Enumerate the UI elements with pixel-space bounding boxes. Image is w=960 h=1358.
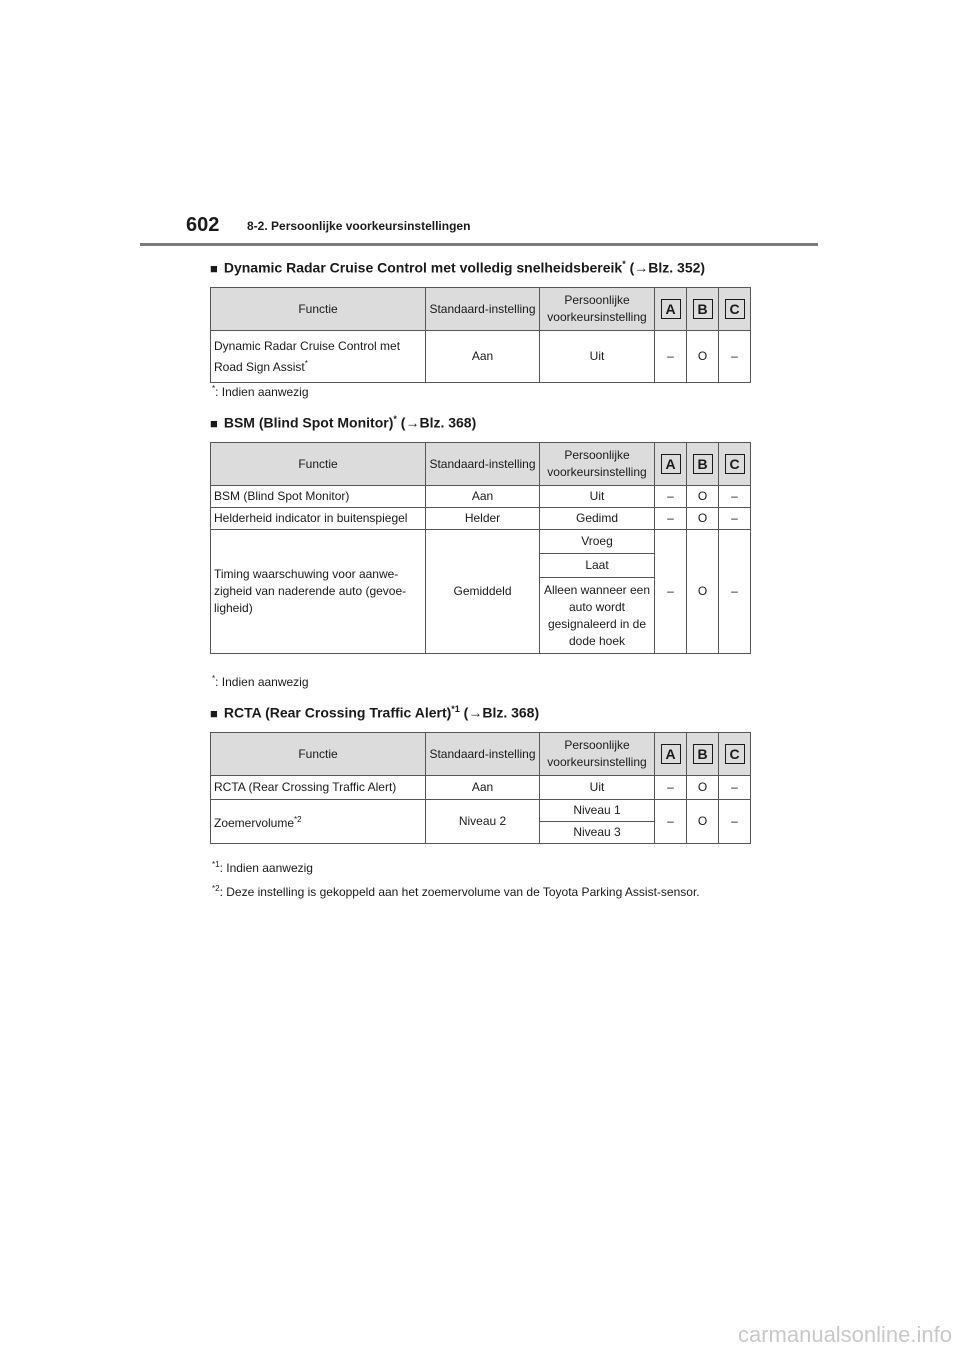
letter-c-icon: C bbox=[725, 299, 745, 319]
footnote: *: Indien aanwezig bbox=[212, 384, 309, 399]
cell-a: – bbox=[655, 800, 687, 844]
letter-c-icon: C bbox=[725, 744, 745, 764]
cell-function: Zoemervolume$^{*2}$ bbox=[211, 800, 426, 844]
table-header-row bbox=[211, 443, 751, 486]
header-function: Functie bbox=[211, 443, 426, 486]
table-row bbox=[211, 800, 751, 822]
table-row bbox=[211, 530, 751, 554]
header-b bbox=[687, 288, 719, 331]
page-reference: (→Blz. 352) bbox=[629, 259, 706, 276]
table-row bbox=[211, 776, 751, 800]
header-function: Functie bbox=[211, 288, 426, 331]
section-heading-rcta bbox=[210, 704, 539, 721]
table-row bbox=[211, 508, 751, 530]
footnote-marker: *1 bbox=[451, 704, 460, 714]
cell-c: – bbox=[719, 776, 751, 800]
letter-a-icon: A bbox=[661, 744, 681, 764]
settings-table-drcc bbox=[210, 287, 751, 383]
cell-a: – bbox=[655, 508, 687, 530]
header-b bbox=[687, 443, 719, 486]
header-a bbox=[655, 443, 687, 486]
page-reference: (→Blz. 368) bbox=[400, 414, 477, 431]
cell-custom: Uit bbox=[540, 331, 655, 383]
header-b bbox=[687, 733, 719, 776]
section-heading-drcc bbox=[210, 259, 705, 276]
header-a bbox=[655, 288, 687, 331]
cell-custom-option: Alleen wanneer een auto wordt gesignaleerd in de dode hoek bbox=[540, 578, 655, 654]
watermark-text: carmanualsonline.info bbox=[737, 1322, 952, 1347]
cell-default: Aan bbox=[426, 331, 540, 383]
cell-custom-option: Niveau 1 bbox=[540, 800, 655, 822]
cell-function: RCTA (Rear Crossing Traffic Alert) bbox=[211, 776, 426, 800]
cell-function: Timing waarschuwing voor aanwe-zigheid van naderende auto (gevoe-ligheid) bbox=[211, 530, 426, 654]
cell-a: – bbox=[655, 530, 687, 654]
cell-c: – bbox=[719, 800, 751, 844]
letter-a-icon: A bbox=[661, 299, 681, 319]
cell-default: Aan bbox=[426, 486, 540, 508]
cell-a: – bbox=[655, 486, 687, 508]
header-c bbox=[719, 733, 751, 776]
cell-c: – bbox=[719, 486, 751, 508]
letter-a-icon: A bbox=[661, 454, 681, 474]
settings-table-rcta bbox=[210, 732, 751, 844]
cell-function: BSM (Blind Spot Monitor) bbox=[211, 486, 426, 508]
cell-custom-option: Laat bbox=[540, 554, 655, 578]
cell-b: O bbox=[687, 800, 719, 844]
header-custom: Persoonlijke voorkeursinstelling bbox=[540, 443, 655, 486]
letter-c-icon: C bbox=[725, 454, 745, 474]
cell-default: Aan bbox=[426, 776, 540, 800]
header-custom: Persoonlijke voorkeursinstelling bbox=[540, 733, 655, 776]
header-c bbox=[719, 288, 751, 331]
cell-default: Niveau 2 bbox=[426, 800, 540, 844]
table-header-row bbox=[211, 288, 751, 331]
square-bullet-icon: ■ bbox=[210, 260, 218, 276]
cell-a: – bbox=[655, 776, 687, 800]
cell-custom: Uit bbox=[540, 776, 655, 800]
header-default: Standaard-instelling bbox=[426, 733, 540, 776]
cell-custom-option: Vroeg bbox=[540, 530, 655, 554]
cell-c: – bbox=[719, 508, 751, 530]
header-default: Standaard-instelling bbox=[426, 288, 540, 331]
section-title: BSM (Blind Spot Monitor) bbox=[223, 414, 394, 431]
settings-table-bsm bbox=[210, 442, 751, 654]
footnote: $^{*2}$: Deze instelling is gekoppeld aan het zoemervolume van de Toyota Parking Assist-sensor. bbox=[212, 884, 700, 899]
page-reference: (→Blz. 368) bbox=[463, 704, 540, 721]
section-title: RCTA (Rear Crossing Traffic Alert) bbox=[223, 704, 452, 721]
footnote-marker: * bbox=[622, 259, 626, 269]
header-c bbox=[719, 443, 751, 486]
square-bullet-icon: ■ bbox=[210, 415, 218, 431]
cell-b: O bbox=[687, 776, 719, 800]
footnote: *: Indien aanwezig bbox=[212, 674, 309, 689]
letter-b-icon: B bbox=[693, 744, 713, 764]
cell-b: O bbox=[687, 530, 719, 654]
header-function: Functie bbox=[211, 733, 426, 776]
letter-b-icon: B bbox=[693, 299, 713, 319]
table-row bbox=[211, 331, 751, 383]
cell-c: – bbox=[719, 530, 751, 654]
cell-b: O bbox=[687, 331, 719, 383]
cell-default: Helder bbox=[426, 508, 540, 530]
cell-a: – bbox=[655, 331, 687, 383]
cell-b: O bbox=[687, 508, 719, 530]
cell-b: O bbox=[687, 486, 719, 508]
cell-function: Dynamic Radar Cruise Control met Road Sign Assist* bbox=[211, 331, 426, 383]
cell-custom-option: Niveau 3 bbox=[540, 822, 655, 844]
page-number: 602 bbox=[186, 214, 220, 236]
letter-b-icon: B bbox=[693, 454, 713, 474]
header-a bbox=[655, 733, 687, 776]
footnote: $^{*1}$: Indien aanwezig bbox=[212, 860, 313, 875]
cell-custom: Gedimd bbox=[540, 508, 655, 530]
table-row bbox=[211, 486, 751, 508]
section-heading-bsm bbox=[210, 414, 476, 431]
header-divider bbox=[140, 243, 818, 246]
square-bullet-icon: ■ bbox=[210, 705, 218, 721]
header-custom: Persoonlijke voorkeursinstelling bbox=[540, 288, 655, 331]
cell-default: Gemiddeld bbox=[426, 530, 540, 654]
header-default: Standaard-instelling bbox=[426, 443, 540, 486]
cell-custom: Uit bbox=[540, 486, 655, 508]
cell-c: – bbox=[719, 331, 751, 383]
section-title: Dynamic Radar Cruise Control met volledig snelheidsbereik bbox=[223, 259, 623, 276]
footnote-marker: * bbox=[393, 414, 397, 424]
cell-function: Helderheid indicator in buitenspiegel bbox=[211, 508, 426, 530]
table-header-row bbox=[211, 733, 751, 776]
chapter-title: 8-2. Persoonlijke voorkeursinstellingen bbox=[247, 219, 471, 233]
